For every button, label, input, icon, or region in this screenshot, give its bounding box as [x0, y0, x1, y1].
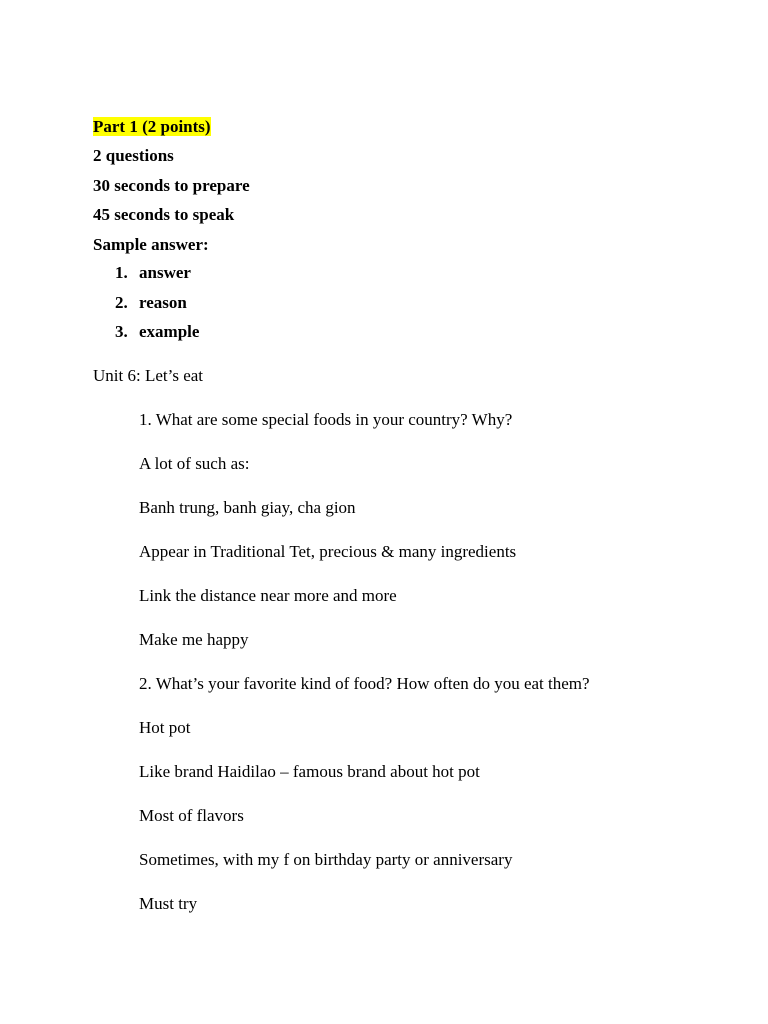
answer-line: Appear in Traditional Tet, precious & many ingredients	[139, 542, 517, 561]
sample-step	[115, 322, 199, 342]
sample-step-text: example	[139, 322, 200, 341]
answer-line: Link the distance near more and more	[139, 586, 397, 605]
sample-answer-label: Sample answer:	[93, 235, 209, 254]
sample-step-text: reason	[139, 293, 187, 312]
question-2: 2. What’s your favorite kind of food? How often do you eat them?	[139, 674, 590, 693]
answer-line: Hot pot	[139, 718, 191, 737]
sample-step	[115, 263, 191, 283]
part-title	[93, 117, 211, 137]
answer-line: Make me happy	[139, 630, 249, 649]
answer-line: Must try	[139, 894, 198, 913]
unit-title: Unit 6: Let’s eat	[93, 366, 204, 385]
sample-step-number: 1.	[115, 263, 128, 282]
sample-step-number: 3.	[115, 322, 128, 341]
sample-step-number: 2.	[115, 293, 128, 312]
question-1: 1. What are some special foods in your country? Why?	[139, 410, 513, 429]
answer-line: Sometimes, with my f on birthday party or anniversary	[139, 850, 513, 869]
answer-line: Most of flavors	[139, 806, 244, 825]
sample-step	[115, 293, 187, 313]
answer-line: Like brand Haidilao – famous brand about hot pot	[139, 762, 480, 781]
part-title-highlight: Part 1 (2 points)	[93, 117, 211, 136]
speak-time: 45 seconds to speak	[93, 205, 235, 224]
sample-step-text: answer	[139, 263, 191, 282]
prepare-time: 30 seconds to prepare	[93, 176, 250, 195]
answer-line: Banh trung, banh giay, cha gion	[139, 498, 356, 517]
questions-count: 2 questions	[93, 146, 174, 165]
answer-line: A lot of such as:	[139, 454, 250, 473]
